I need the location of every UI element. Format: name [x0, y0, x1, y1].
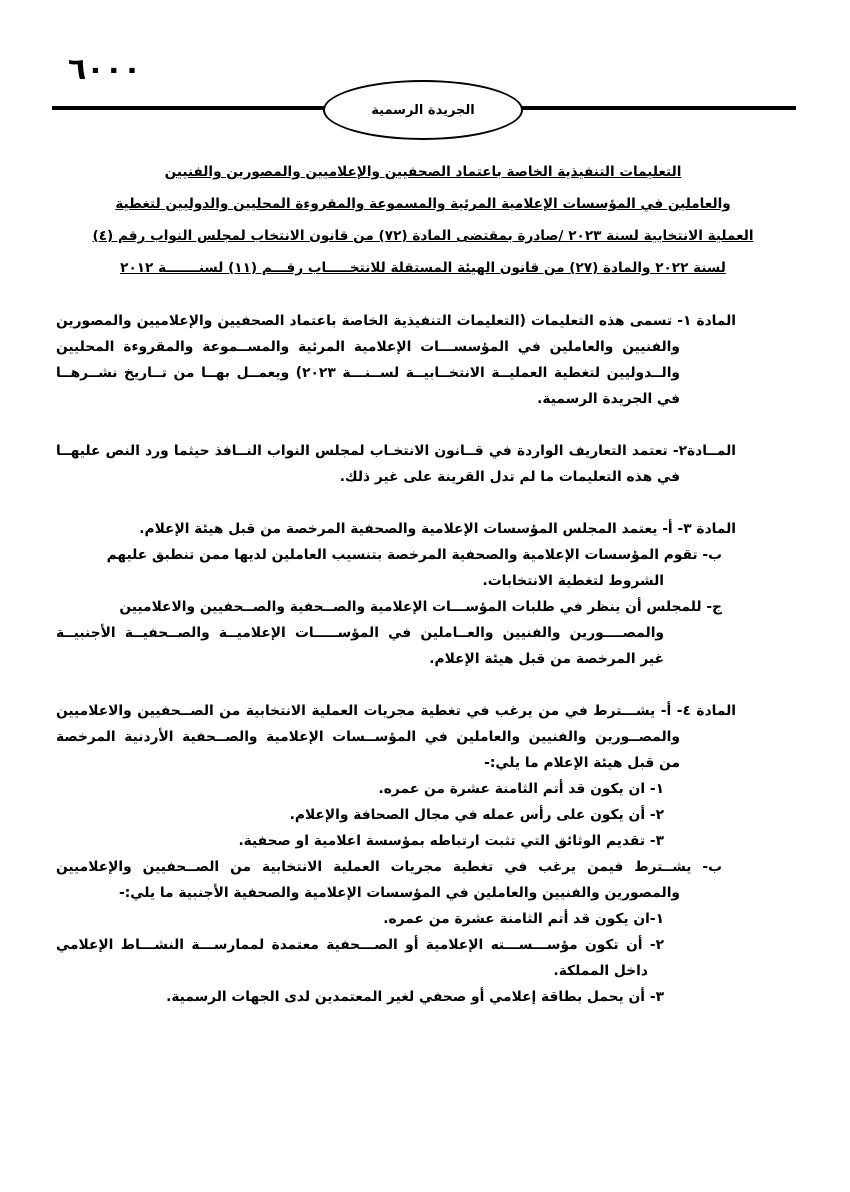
article-4-line: والمصــورين والفنيين والعاملين في المؤســسات الإعلامية والصــحفية الأردنية المرخصة: [56, 729, 680, 745]
article-4-item: داخل المملكة.: [553, 963, 648, 979]
article-2-line: في هذه التعليمات ما لم تدل القرينة على غير ذلك.: [339, 469, 680, 485]
article-3-line: المادة ٣- أ- يعتمد المجلس المؤسسات الإعلامية والصحفية المرخصة من قبل هيئة الإعلام.: [139, 521, 736, 537]
article-3-line: والمصــــورين والفنيين والعــاملين في المؤســـــات الإعلاميــة والصــحفيــة الأجنبيــة: [56, 625, 664, 641]
article-4-line: ب- يشــترط فيمن يرغب في تغطية مجريات العملية الانتخابية من الصــحفيين والإعلاميين: [56, 859, 722, 875]
gazette-name: الجريدة الرسمية: [371, 102, 475, 118]
article-3-line: غير المرخصة من قبل هيئة الإعلام.: [429, 651, 664, 667]
title-line: التعليمات التنفيذية الخاصة باعتماد الصحفيين والإعلاميين والمصورين والفنيين: [164, 164, 682, 180]
article-4-item: ١-ان يكون قد أتم الثامنة عشرة من عمره.: [383, 911, 664, 927]
article-4-line: من قبل هيئة الإعلام ما يلي:-: [484, 755, 680, 771]
article-4-item: ٢- أن تكون مؤســـســـته الإعلامية أو الصـــحفية معتمدة لممارســـة النشـــاط الإعلامي: [56, 937, 664, 953]
document-title: [60, 156, 786, 284]
article-4: [56, 698, 736, 1010]
article-1-line: في الجريدة الرسمية.: [537, 391, 680, 407]
article-1-line: والفنيين والعاملين في المؤسســـات الإعلامية المرئية والمســموعة والمقروءة المحليين: [56, 339, 680, 355]
article-4-line: والمصورين والفنيين والعاملين في المؤسسات الإعلامية والصحفية الأجنبية ما يلي:-: [119, 885, 680, 901]
article-4-item: ٣- أن يحمل بطاقة إعلامي أو صحفي لغير المعتمدين لدى الجهات الرسمية.: [166, 989, 664, 1005]
article-4-item: ١- ان يكون قد أتم الثامنة عشرة من عمره.: [378, 781, 664, 797]
article-2-line: المــادة٢- تعتمد التعاريف الواردة في قــانون الانتخـاب لمجلس النواب النــافذ حيثما ورد النص عليهــا: [56, 443, 736, 459]
article-4-line: المادة ٤- أ- يشـــترط في من يرغب في تغطية مجريات العملية الانتخابية من الصــحفيين والاعلاميين: [56, 703, 736, 719]
article-4-item: ٢- أن يكون على رأس عمله في مجال الصحافة والإعلام.: [289, 807, 664, 823]
article-2: [56, 438, 736, 490]
article-3: [56, 516, 736, 672]
article-1-line: والــدوليين لتغطية العمليــة الانتخــابيــة لســنـــة ٢٠٢٣) ويعمــل بهــا من تــاريخ نشــرهــا: [56, 365, 681, 381]
page-number: ٦٠٠٠: [68, 52, 142, 87]
document-body: [56, 308, 736, 1010]
title-line: والعاملين في المؤسسات الإعلامية المرئية والمسموعة والمقروءة المحليين والدوليين لتغطية: [115, 196, 731, 212]
gazette-header-oval: [323, 80, 523, 140]
article-1: [56, 308, 736, 412]
title-line: لسنة ٢٠٢٢ والمادة (٢٧) من قانون الهيئة المستقلة للانتخـــــاب رقـــم (١١) لسنـــــــة ٢٠١٢: [120, 260, 726, 276]
article-3-line: ب- تقوم المؤسسات الإعلامية والصحفية المرخصة بتنسيب العاملين لديها ممن تنطبق عليهم: [106, 547, 722, 563]
article-3-line: الشروط لتغطية الانتخابات.: [482, 573, 664, 589]
article-1-line: المادة ١- تسمى هذه التعليمات (التعليمات التنفيذية الخاصة باعتماد الصحفيين والإعلاميين والمصورين: [56, 313, 737, 329]
title-line: العملية الانتخابية لسنة ٢٠٢٣ /صادرة بمقتضى المادة (٧٢) من قانون الانتخاب لمجلس النواب رقم (٤): [92, 228, 754, 244]
article-4-item: ٣- تقديم الوثائق التي تثبت ارتباطه بمؤسسة اعلامية او صحفية.: [238, 833, 664, 849]
article-3-line: ج- للمجلس أن ينظر في طلبات المؤســـات الإعلامية والصــحفية والصــحفيين والاعلاميين: [119, 599, 722, 615]
